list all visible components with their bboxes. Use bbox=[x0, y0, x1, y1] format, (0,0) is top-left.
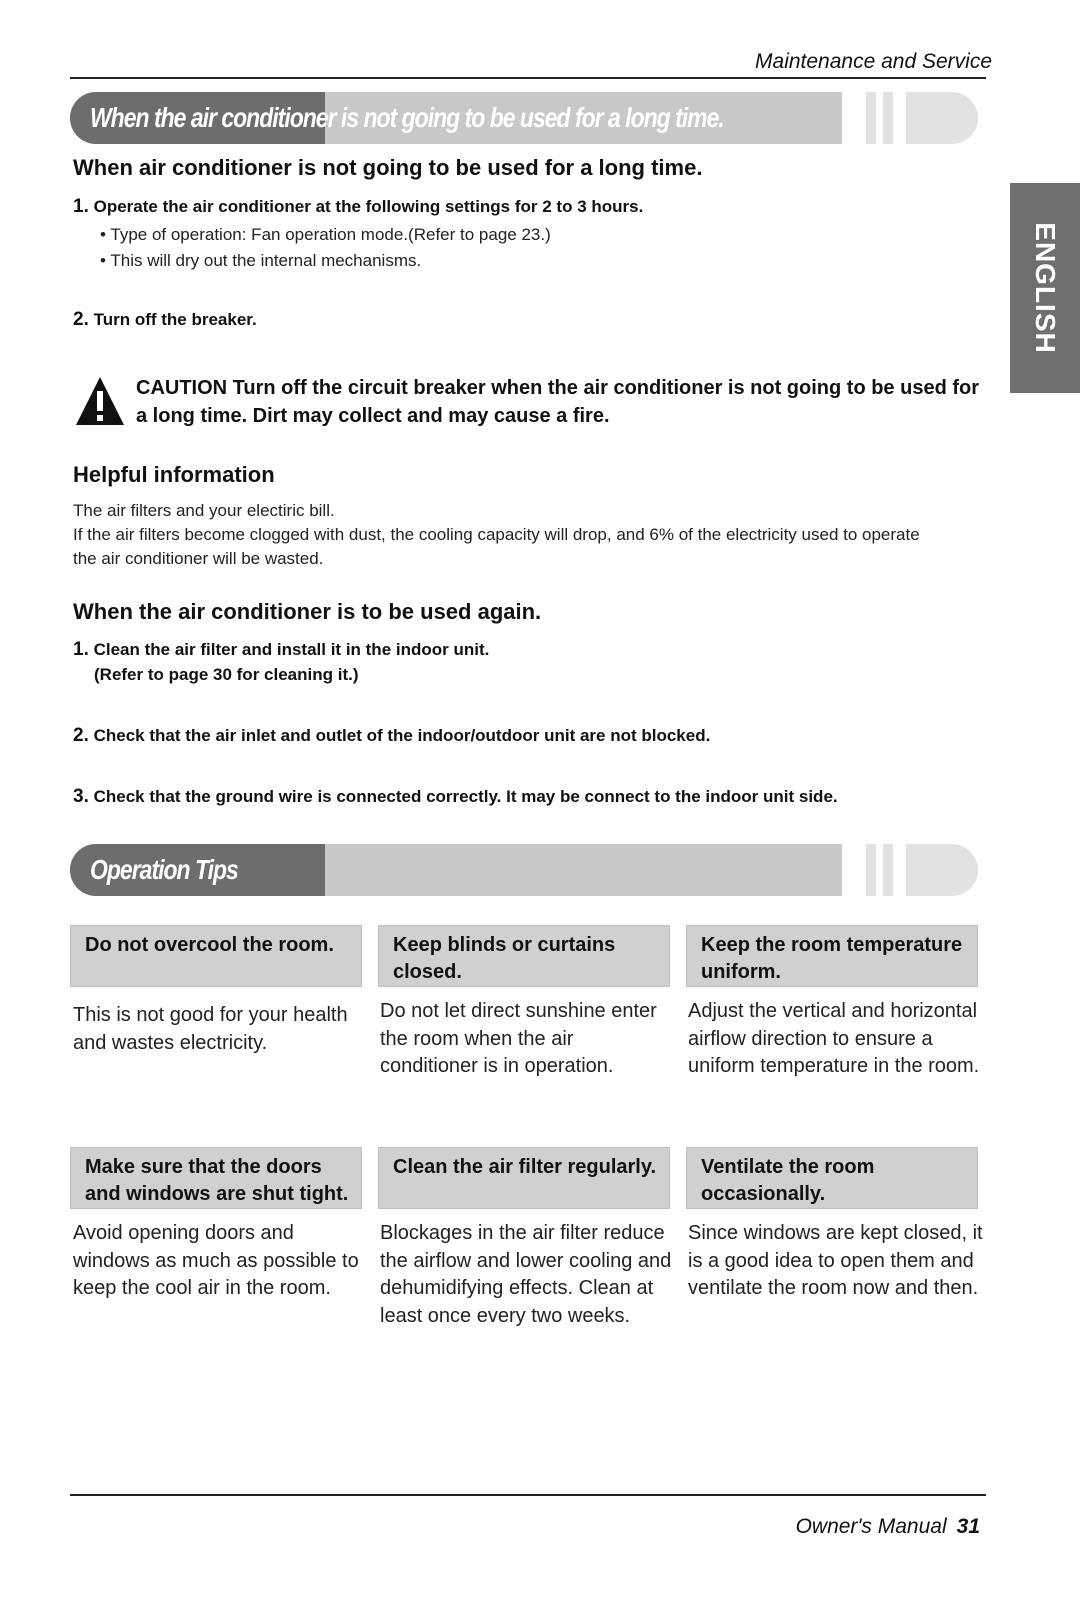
bullet-item: • This will dry out the internal mechanisms. bbox=[100, 251, 422, 270]
footer bbox=[796, 1515, 980, 1539]
tip-title: Keep the room temperature uniform. bbox=[686, 925, 978, 987]
page-number: 31 bbox=[956, 1515, 980, 1538]
header-rule bbox=[70, 77, 986, 79]
banner-title: Operation Tips bbox=[90, 854, 238, 885]
warning-triangle-icon bbox=[74, 375, 126, 427]
tip-title: Make sure that the doors and windows are shut tight. bbox=[70, 1147, 362, 1209]
section-heading-long-time: When air conditioner is not going to be used for a long time. bbox=[73, 155, 703, 180]
step-text: Check that the air inlet and outlet of the indoor/outdoor unit are not blocked. bbox=[93, 726, 711, 745]
language-tab-label: ENGLISH bbox=[1030, 222, 1061, 354]
tip-title: Clean the air filter regularly. bbox=[378, 1147, 670, 1209]
section-banner-long-time bbox=[70, 92, 842, 144]
tip-body: Avoid opening doors and windows as much as possible to keep the cool air in the room. bbox=[73, 1222, 359, 1299]
tip-title: Do not overcool the room. bbox=[70, 925, 362, 987]
section-banner-operation-tips bbox=[70, 844, 842, 896]
section-heading-helpful: Helpful information bbox=[73, 462, 275, 487]
tip-body: Blockages in the air filter reduce the airflow and lower cooling and dehumidifying effects. Clean at least once every two weeks. bbox=[380, 1222, 672, 1327]
step-text: Operate the air conditioner at the following settings for 2 to 3 hours. bbox=[93, 197, 644, 216]
step-number: 2. bbox=[73, 309, 89, 330]
banner-decoration-icon bbox=[866, 92, 986, 144]
step-number: 1. bbox=[73, 639, 89, 660]
tip-body: Do not let direct sunshine enter the room when the air conditioner is in operation. bbox=[380, 1000, 657, 1077]
banner-title: When the air conditioner is not going to be used for a long time. bbox=[90, 102, 724, 133]
step-1 bbox=[73, 639, 489, 661]
tip-title: Ventilate the room occasionally. bbox=[686, 1147, 978, 1209]
step-text: Clean the air filter and install it in the indoor unit. bbox=[93, 640, 490, 659]
step-number: 2. bbox=[73, 725, 89, 746]
step-text: Check that the ground wire is connected correctly. It may be connect to the indoor unit side. bbox=[93, 787, 838, 806]
manual-title: Owner's Manual bbox=[795, 1515, 947, 1538]
step-2 bbox=[73, 725, 710, 747]
step-2 bbox=[73, 309, 257, 331]
section-heading-used-again: When the air conditioner is to be used again. bbox=[73, 599, 542, 624]
step-1 bbox=[73, 196, 643, 218]
tip-title: Keep blinds or curtains closed. bbox=[378, 925, 670, 987]
step-number: 3. bbox=[73, 786, 89, 807]
helpful-line-1: The air filters and your electiric bill. bbox=[73, 501, 335, 520]
tip-body: Since windows are kept closed, it is a good idea to open them and ventilate the room now and then. bbox=[688, 1222, 983, 1299]
tip-body: This is not good for your health and wastes electricity. bbox=[73, 1004, 348, 1054]
language-tab bbox=[1010, 183, 1080, 393]
bullet-item: • Type of operation: Fan operation mode.(Refer to page 23.) bbox=[100, 225, 551, 244]
step-3 bbox=[73, 786, 838, 808]
tip-body: Adjust the vertical and horizontal airflow direction to ensure a uniform temperature in the room. bbox=[688, 1000, 980, 1077]
step-number: 1. bbox=[73, 196, 89, 217]
banner-decoration-icon bbox=[866, 844, 986, 896]
footer-rule bbox=[70, 1494, 986, 1496]
section-title: Maintenance and Service bbox=[755, 50, 992, 73]
step-text: Turn off the breaker. bbox=[93, 310, 257, 329]
helpful-line-2: If the air filters become clogged with dust, the cooling capacity will drop, and 6% of the electricity used to operate the air conditioner will be wasted. bbox=[73, 525, 920, 568]
caution-text: CAUTION Turn off the circuit breaker when the air conditioner is not going to be used for a long time. Dirt may collect and may cause a fire. bbox=[136, 377, 980, 427]
step-1-subtext: (Refer to page 30 for cleaning it.) bbox=[94, 665, 359, 684]
